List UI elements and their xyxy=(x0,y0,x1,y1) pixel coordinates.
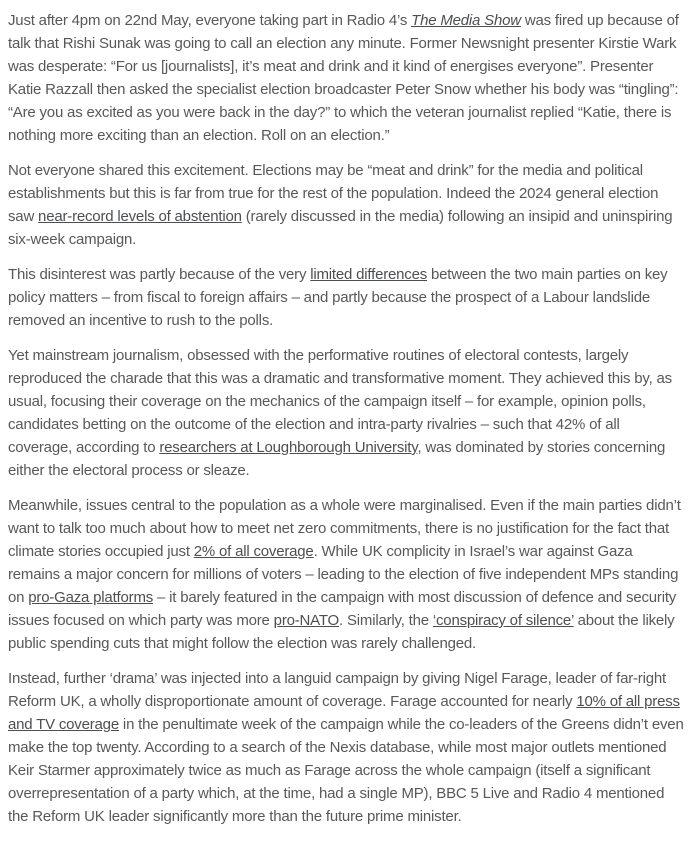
paragraph xyxy=(8,159,686,251)
paragraph xyxy=(8,494,686,655)
inline-link[interactable]: pro-NATO xyxy=(273,612,340,629)
inline-link[interactable]: The Media Show xyxy=(411,12,521,29)
text-run: about the likely public spending cuts that might follow the election was rarely challenged. xyxy=(8,612,675,652)
text-run: – it barely featured in the campaign with most discussion of defence and security issues focused on which party was more xyxy=(8,589,677,629)
inline-link[interactable]: 2% of all coverage xyxy=(193,543,314,560)
inline-link[interactable]: ‘conspiracy of silence’ xyxy=(432,612,574,629)
text-run: This disinterest was partly because of the very xyxy=(8,266,311,283)
inline-link[interactable]: pro-Gaza platforms xyxy=(28,589,154,606)
text-run: Yet mainstream journalism, obsessed with the performative routines of electoral contests, largely reproduced the charade that this was a dramatic and transformative moment. They achieved this by, as usual, focusing their coverage on the mechanics of the campaign itself – for example, opinion polls, candidates betting on the outcome of the election and intra-party rivalries – such that 42% of all coverage, according to xyxy=(8,347,672,456)
paragraph xyxy=(8,9,686,147)
text-run: between the two main parties on key policy matters – from fiscal to foreign affairs – and partly because the prospect of a Labour landslide removed an incentive to rush to the polls. xyxy=(8,266,668,329)
text-run: . While UK complicity in Israel’s war against Gaza remains a major concern for millions of voters – leading to the election of five independent MPs standing on xyxy=(8,543,679,606)
inline-link[interactable]: researchers at Loughborough University xyxy=(159,439,418,456)
inline-link[interactable]: 10% of all press and TV coverage xyxy=(8,693,680,733)
text-run: Just after 4pm on 22nd May, everyone taking part in Radio 4’s xyxy=(8,12,412,29)
paragraph xyxy=(8,344,686,482)
text-run: in the penultimate week of the campaign while the co-leaders of the Greens didn’t even make the top twenty. According to a search of the Nexis database, while most major outlets mentioned Keir Starmer approximately twice as much as Farage across the whole campaign (itself a significant overrepresentation of a party which, at the time, had a single MP), BBC 5 Live and Radio 4 mentioned the Reform UK leader significantly more than the future prime minister. xyxy=(8,716,684,825)
text-run: (rarely discussed in the media) following an insipid and uninspiring six-week campaign. xyxy=(8,208,673,248)
text-run: Instead, further ‘drama’ was injected into a languid campaign by giving Nigel Farage, leader of far-right Reform UK, a wholly disproportionate amount of coverage. Farage accounted for nearly xyxy=(8,670,666,710)
text-run: Meanwhile, issues central to the population as a whole were marginalised. Even if the main parties didn’t want to talk too much about how to meet net zero commitments, there is no justification for the fact that climate stories occupied just xyxy=(8,497,681,560)
text-run: , was dominated by stories concerning either the electoral process or sleaze. xyxy=(8,439,666,479)
paragraph xyxy=(8,667,686,828)
text-run: . Similarly, the xyxy=(339,612,433,629)
paragraph xyxy=(8,263,686,332)
text-run: Not everyone shared this excitement. Elections may be “meat and drink” for the media and political establishments but this is far from true for the rest of the population. Indeed the 2024 general election saw xyxy=(8,162,659,225)
inline-link[interactable]: near-record levels of abstention xyxy=(38,208,242,225)
inline-link[interactable]: limited differences xyxy=(310,266,428,283)
text-run: was fired up because of talk that Rishi Sunak was going to call an election any minute. Former Newsnight presenter Kirstie Wark was desperate: “For us [journalists], it’s meat and drink and it kind of energises everyone”. Presenter Katie Razzall then asked the specialist election broadcaster Peter Snow whether his body was “tingling”: “Are you as excited as you were back in the day?” to which the veteran journalist replied “Katie, there is nothing more exciting than an election. Roll on an election.” xyxy=(8,12,679,144)
